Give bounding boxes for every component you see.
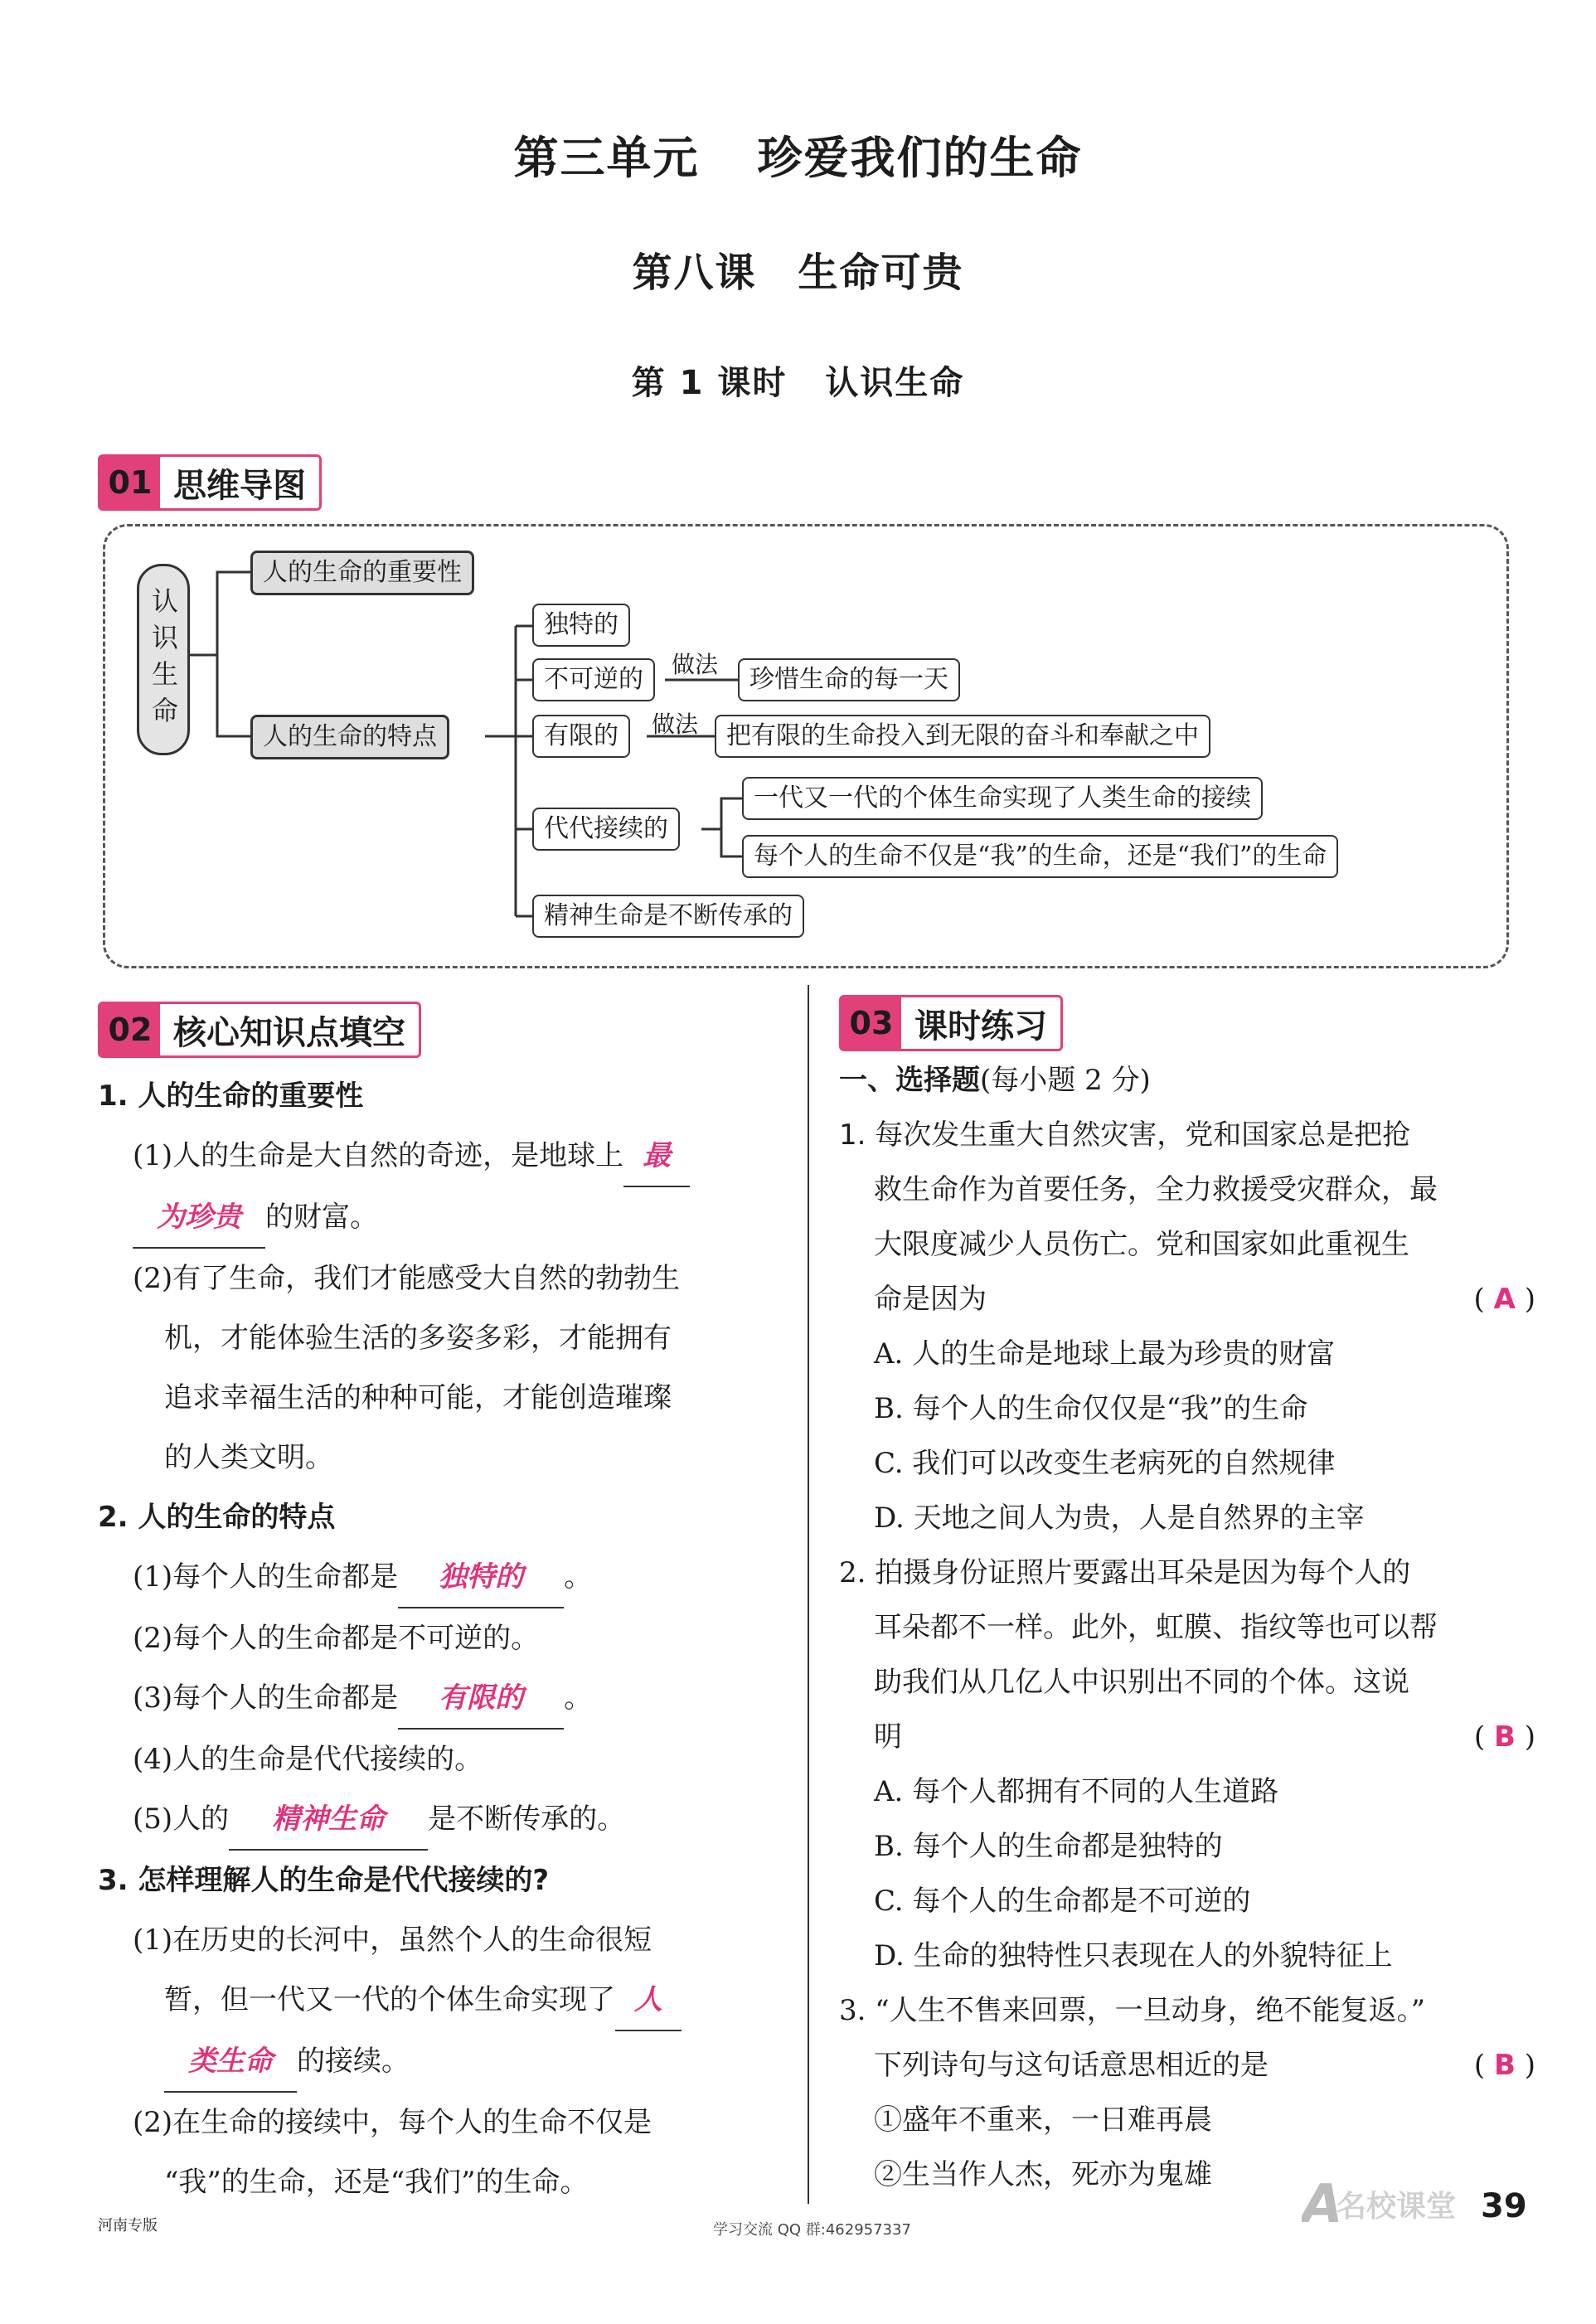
node-irreversible: 不可逆的 [532,658,655,701]
period-title: 第 1 课时 认识生命 [631,364,965,402]
publisher-logo [1302,2176,1467,2234]
answer-choice: B [1494,2049,1516,2082]
node-succession-2: 每个人的生命不仅是“我”的生命，还是“我们”的生命 [742,835,1338,878]
node-limited: 有限的 [532,715,630,758]
section-mindmap-header: 01 思维导图 [98,454,322,511]
practice-section: 一、选择题(每小题 2 分) 1. 每次发生重大自然灾害，党和国家总是把抢 救生命作为首要任务，全力救援受灾群众，最 大限度减少人员伤亡。党和国家如此重视生 命是因为 ( A ) A. 人的生命是地球上最为珍贵的财富 B. 每个人的生命仅仅是“我”的生命 C. 我们可以改变生老病死的自然规律 D. 天地之间人为贵，人是自然界的主宰 2. 拍摄身份证照片要露出耳朵是因为每个人的 耳朵都不一样。此外，虹膜、指纹等也可以帮 助我们从几亿人中识别出不同的个体。这说 明 ( B ) A. 每个人都拥有不同的人生道路 B. 每个人的生命都是独特的 C. 每个人的生命都是不可逆的 D. 生命的独特性只表现在人的外貌特征上 3. “人生不售来回票，一旦动身，绝不能复返。” 下列诗句与这句话意思相近的是 ( B ) ①盛年不重来，一日难再晨 ②生当作人杰，死亦为鬼雄 [839,1064,1535,2191]
answer-blank: 最 [623,1126,690,1187]
mindmap-root: 认识生命 [137,564,190,755]
fill-heading-1: 1. 人的生命的重要性 [98,1080,364,1113]
answer-blank: 独特的 [398,1547,564,1608]
practice-label-2: 做法 [652,711,699,738]
column-divider [808,985,809,2204]
page-number: 39 [1481,2187,1527,2225]
answer-choice: B [1494,1720,1516,1754]
logo-text: 名校课堂 [1336,2190,1457,2224]
qq-group: 学习交流 QQ 群:462957337 [713,2221,911,2239]
node-spirit: 精神生命是不断传承的 [532,895,804,938]
node-succession: 代代接续的 [532,808,680,851]
fill-heading-3: 3. 怎样理解人的生命是代代接续的? [98,1864,550,1897]
node-features: 人的生命的特点 [250,715,449,759]
fill-heading-2: 2. 人的生命的特点 [98,1501,336,1534]
answer-blank: 类生命 [164,2031,297,2093]
section-practice-header: 03 课时练习 [839,995,1063,1051]
lesson-title: 第八课 生命可贵 [632,250,964,296]
answer-choice: A [1493,1283,1516,1316]
node-limited-practice: 把有限的生命投入到无限的奋斗和奉献之中 [715,715,1210,758]
node-importance: 人的生命的重要性 [250,551,474,595]
node-succession-1: 一代又一代的个体生命实现了人类生命的接续 [742,777,1263,820]
svg-text:A: A [1302,2176,1343,2234]
node-cherish: 珍惜生命的每一天 [738,658,960,701]
node-unique: 独特的 [532,604,630,647]
section-fill-header: 02 核心知识点填空 [98,1002,421,1058]
unit-title: 第三单元 珍爱我们的生命 [513,132,1083,184]
answer-blank: 有限的 [398,1668,564,1730]
fill-section: 1. 人的生命的重要性 (1)人的生命是大自然的奇迹，是地球上 最 为珍贵 的财富。 (2)有了生命，我们才能感受大自然的勃勃生 机，才能体验生活的多姿多彩，才能拥有 追求幸福生活的种种可能，才能创造璀璨 的人类文明。 2. 人的生命的特点 (1)每个人的生命都是 独特的 。 (2)每个人的生命都是不可逆的。 (3)每个人的生命都是 有限的 。 (4)人的生命是代代接续的。 (5)人的 精神生命 是不断传承的。 3. 怎样理解人的生命是代代接续的? (1)在历史的长河中，虽然个人的生命很短 暂，但一代又一代的个体生命实现了 人 类生命 的接续。 (2)在生命的接续中，每个人的生命不仅是 “我”的生命，还是“我们”的生命。 [98,1066,794,2212]
answer-blank: 为珍贵 [133,1187,265,1249]
answer-blank: 精神生命 [229,1789,428,1851]
answer-blank: 人 [615,1970,682,2031]
edition-label: 河南专版 [98,2217,158,2234]
practice-label-1: 做法 [672,651,719,678]
